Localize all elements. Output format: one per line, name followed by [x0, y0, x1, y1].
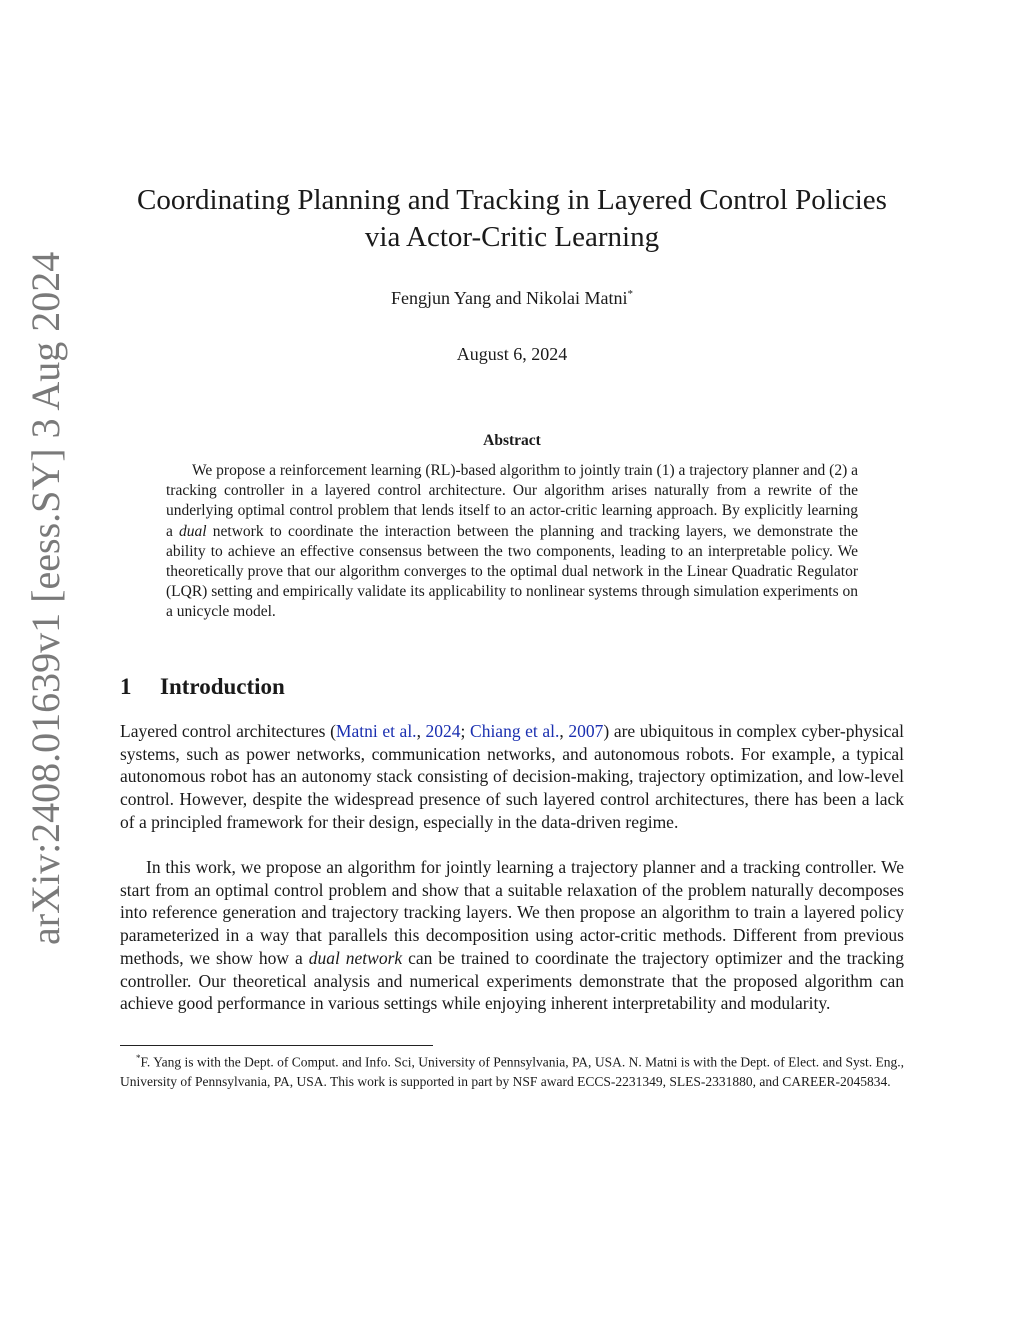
abstract-italic-term: dual: [179, 522, 207, 540]
citation-separator: ,: [416, 721, 426, 741]
citation-chiang-year[interactable]: 2007: [568, 721, 604, 741]
paragraph-text: ) are ubiquitous in complex cyber-physical systems, such as power networks, communication networks, and autonomous robots. For example, a typical autonomous robot has an autonomy stack consisting of decision-making, trajectory optimization, and low-level control. However, despite the widespread presence of such layered control architectures, there has been a lack of a principled framework for their design, especially in the data-driven regime.: [120, 721, 905, 832]
italic-term-dual-network: dual network: [308, 947, 403, 968]
citation-separator: ;: [460, 721, 471, 741]
paragraph-text: In this work, we propose an algorithm for jointly learning a trajectory planner and a tracking controller. We start from an optimal control problem and show that a suitable relaxation of the problem naturally decomposes into reference generation and trajectory tracking layers. We then propose an algorithm to train a layered policy parameterized in a way that parallels this decomposition using actor-critic methods. Different from previous methods, we show how a: [120, 857, 904, 968]
footnote-mark: *: [136, 1053, 141, 1063]
footnote-divider: [120, 1045, 433, 1046]
title-line-2: via Actor-Critic Learning: [364, 221, 660, 253]
author-list: [100, 282, 924, 310]
abstract-heading: Abstract: [483, 432, 541, 449]
author-affiliation-footnote: [120, 1049, 904, 1091]
author-footnote-mark[interactable]: *: [627, 288, 633, 300]
footnote-text: F. Yang is with the Dept. of Comput. and Info. Sci, University of Pennsylvania, PA, USA. N. Matni is with the Dept. of Elect. and Syst. Eng., University of Pennsylvania, PA, USA. This work is supported in part by NSF award ECCS-2231349, SLES-2331880, and CAREER-2045834.: [120, 1054, 904, 1089]
paragraph-text: can be trained to coordinate the trajectory optimizer and the tracking controller. Our theoretical analysis and numerical experiments demonstrate that the proposed algorithm can achieve good performance in various settings while enjoying inherent interpretability and modularity.: [120, 947, 904, 1014]
section-heading-introduction: [120, 672, 285, 702]
citation-separator: ,: [559, 721, 569, 741]
abstract-text-start: We propose a reinforcement learning (RL)-based algorithm to jointly train (1) a trajectory planner and (2) a tracking controller in a layered control architecture. Our algorithm arises naturally from a rewrite of the underlying optimal control problem that lends itself to an actor-critic learning approach. By explicitly learning a: [166, 462, 858, 540]
section-number: 1: [120, 674, 132, 699]
intro-paragraph-1: [120, 720, 904, 834]
title-line-1: Coordinating Planning and Tracking in Layered Control Policies: [137, 184, 887, 216]
abstract-body: [166, 461, 858, 623]
publication-date: August 6, 2024: [456, 344, 568, 364]
paper-title: [100, 182, 924, 256]
section-title: Introduction: [160, 674, 285, 699]
author-names: Fengjun Yang and Nikolai Matni: [391, 288, 628, 308]
abstract-text-end: network to coordinate the interaction between the planning and tracking layers, we demonstrate the ability to achieve an effective consensus between the two components, leading to an interpretable policy. We theoretically prove that our algorithm converges to the optimal dual network in the Linear Quadratic Regulator (LQR) setting and empirically validate its applicability to nonlinear systems through simulation experiments on a unicycle model.: [166, 522, 858, 621]
citation-matni-year[interactable]: 2024: [425, 721, 461, 741]
citation-matni-author[interactable]: Matni et al.: [335, 721, 417, 741]
arxiv-identifier-stamp: arXiv:2408.01639v1 [eess.SY] 3 Aug 2024: [23, 251, 68, 945]
paragraph-text: Layered control architectures (: [120, 721, 336, 741]
intro-paragraph-2: [120, 856, 904, 1015]
citation-chiang-author[interactable]: Chiang et al.: [470, 721, 560, 741]
